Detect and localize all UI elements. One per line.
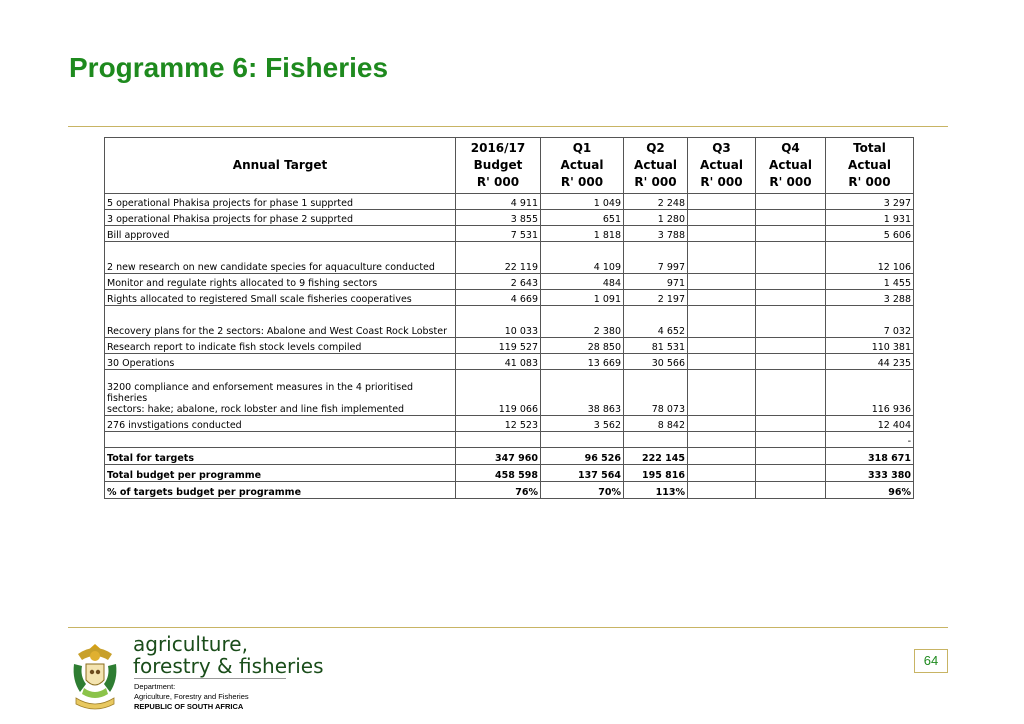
table-row [105,416,914,432]
q4-cell [756,465,826,482]
q2-cell: 7 997 [624,242,688,274]
q1-cell: 38 863 [541,370,624,416]
totals-row [105,448,914,465]
q2-cell: 971 [624,274,688,290]
column-header-q3: Q3 Actual R' 000 [688,138,756,194]
q2-cell: 2 248 [624,194,688,210]
column-header-total: Total Actual R' 000 [826,138,914,194]
q1-cell: 1 818 [541,226,624,242]
q4-cell [756,210,826,226]
budget-cell [456,432,541,448]
q1-cell: 28 850 [541,338,624,354]
q1-cell: 3 562 [541,416,624,432]
total-cell: 7 032 [826,306,914,338]
table-row [105,242,914,274]
q4-cell [756,194,826,210]
q1-cell: 137 564 [541,465,624,482]
target-cell: Total for targets [105,448,456,465]
budget-cell: 3 855 [456,210,541,226]
page-number: 64 [914,649,948,673]
q2-cell: 222 145 [624,448,688,465]
dept-line-3: REPUBLIC OF SOUTH AFRICA [134,702,244,711]
total-cell: 3 297 [826,194,914,210]
q1-cell [541,432,624,448]
q3-cell [688,465,756,482]
column-header-budget: 2016/17 Budget R' 000 [456,138,541,194]
q2-cell: 1 280 [624,210,688,226]
q2-cell: 78 073 [624,370,688,416]
table-row [105,370,914,416]
q4-cell [756,274,826,290]
budget-cell: 347 960 [456,448,541,465]
q4-cell [756,416,826,432]
q2-cell [624,432,688,448]
q3-cell [688,432,756,448]
total-cell: 12 404 [826,416,914,432]
target-line: 3200 compliance and enforsement measures in the 4 prioritised fisheries [107,382,414,404]
q3-cell [688,482,756,499]
column-header-q2: Q2 Actual R' 000 [624,138,688,194]
target-cell: Research report to indicate fish stock levels compiled [105,338,456,354]
budget-cell: 12 523 [456,416,541,432]
department-name [134,682,249,712]
q3-cell [688,416,756,432]
totals-row [105,482,914,499]
q4-cell [756,370,826,416]
budget-cell: 41 083 [456,354,541,370]
budget-cell: 7 531 [456,226,541,242]
total-cell: 333 380 [826,465,914,482]
total-cell: 3 288 [826,290,914,306]
q4-cell [756,482,826,499]
table-row [105,194,914,210]
q2-cell: 8 842 [624,416,688,432]
q3-cell [688,338,756,354]
table-row [105,338,914,354]
total-cell: 5 606 [826,226,914,242]
total-cell: 44 235 [826,354,914,370]
table-row [105,290,914,306]
column-header-q4: Q4 Actual R' 000 [756,138,826,194]
q1-cell: 484 [541,274,624,290]
q4-cell [756,354,826,370]
table-header-row [105,138,914,194]
budget-cell: 2 643 [456,274,541,290]
target-cell: % of targets budget per programme [105,482,456,499]
budget-cell: 22 119 [456,242,541,274]
budget-cell: 10 033 [456,306,541,338]
target-cell: 5 operational Phakisa projects for phase 1 supprted [105,194,456,210]
total-cell: 12 106 [826,242,914,274]
q2-cell: 30 566 [624,354,688,370]
q4-cell [756,290,826,306]
target-cell: 30 Operations [105,354,456,370]
target-cell: 276 invstigations conducted [105,416,456,432]
table-row [105,432,914,448]
q3-cell [688,448,756,465]
q3-cell [688,210,756,226]
q2-cell: 4 652 [624,306,688,338]
q3-cell [688,194,756,210]
total-cell: 1 931 [826,210,914,226]
brand-line-2: forestry & fisheries [133,654,324,678]
totals-row [105,465,914,482]
target-cell: Recovery plans for the 2 sectors: Abalone and West Coast Rock Lobster [105,306,456,338]
q2-cell: 81 531 [624,338,688,354]
q1-cell: 4 109 [541,242,624,274]
target-cell: 3 operational Phakisa projects for phase 2 supprted [105,210,456,226]
q1-cell: 651 [541,210,624,226]
target-cell [105,432,456,448]
q3-cell [688,290,756,306]
target-cell [105,370,456,416]
column-header-q1: Q1 Actual R' 000 [541,138,624,194]
page-title: Programme 6: Fisheries [69,52,389,83]
q2-cell: 195 816 [624,465,688,482]
total-cell: 96% [826,482,914,499]
q3-cell [688,226,756,242]
budget-cell: 76% [456,482,541,499]
q3-cell [688,370,756,416]
header-divider [68,126,948,127]
coat-of-arms-icon [68,640,122,712]
total-cell: 318 671 [826,448,914,465]
footer-divider [68,627,948,628]
q4-cell [756,432,826,448]
q4-cell [756,242,826,274]
target-cell: Rights allocated to registered Small scale fisheries cooperatives [105,290,456,306]
target-cell: Total budget per programme [105,465,456,482]
brand-wordmark [133,633,324,677]
dept-line-1: Department: [134,682,176,691]
budget-table [104,137,914,499]
q3-cell [688,354,756,370]
total-cell: 110 381 [826,338,914,354]
table-row [105,274,914,290]
q2-cell: 2 197 [624,290,688,306]
total-cell: 116 936 [826,370,914,416]
total-cell: - [826,432,914,448]
q3-cell [688,242,756,274]
q2-cell: 113% [624,482,688,499]
q4-cell [756,306,826,338]
budget-cell: 458 598 [456,465,541,482]
q1-cell: 1 049 [541,194,624,210]
target-cell: Bill approved [105,226,456,242]
q3-cell [688,274,756,290]
budget-cell: 119 066 [456,370,541,416]
table-row [105,226,914,242]
budget-cell: 4 911 [456,194,541,210]
target-cell: Monitor and regulate rights allocated to 9 fishing sectors [105,274,456,290]
brand-separator [134,678,286,679]
q4-cell [756,338,826,354]
q1-cell: 13 669 [541,354,624,370]
q4-cell [756,448,826,465]
target-cell: 2 new research on new candidate species for aquaculture conducted [105,242,456,274]
table-row [105,306,914,338]
target-line: sectors: hake; abalone, rock lobster and line fish implemented [107,404,405,415]
q1-cell: 70% [541,482,624,499]
q1-cell: 2 380 [541,306,624,338]
q3-cell [688,306,756,338]
table-row [105,354,914,370]
budget-cell: 119 527 [456,338,541,354]
q2-cell: 3 788 [624,226,688,242]
q4-cell [756,226,826,242]
q1-cell: 1 091 [541,290,624,306]
total-cell: 1 455 [826,274,914,290]
q1-cell: 96 526 [541,448,624,465]
brand-line-1: agriculture, [133,632,248,656]
budget-cell: 4 669 [456,290,541,306]
table-row [105,210,914,226]
dept-line-2: Agriculture, Forestry and Fisheries [134,692,249,701]
column-header-annual-target: Annual Target [105,138,456,194]
